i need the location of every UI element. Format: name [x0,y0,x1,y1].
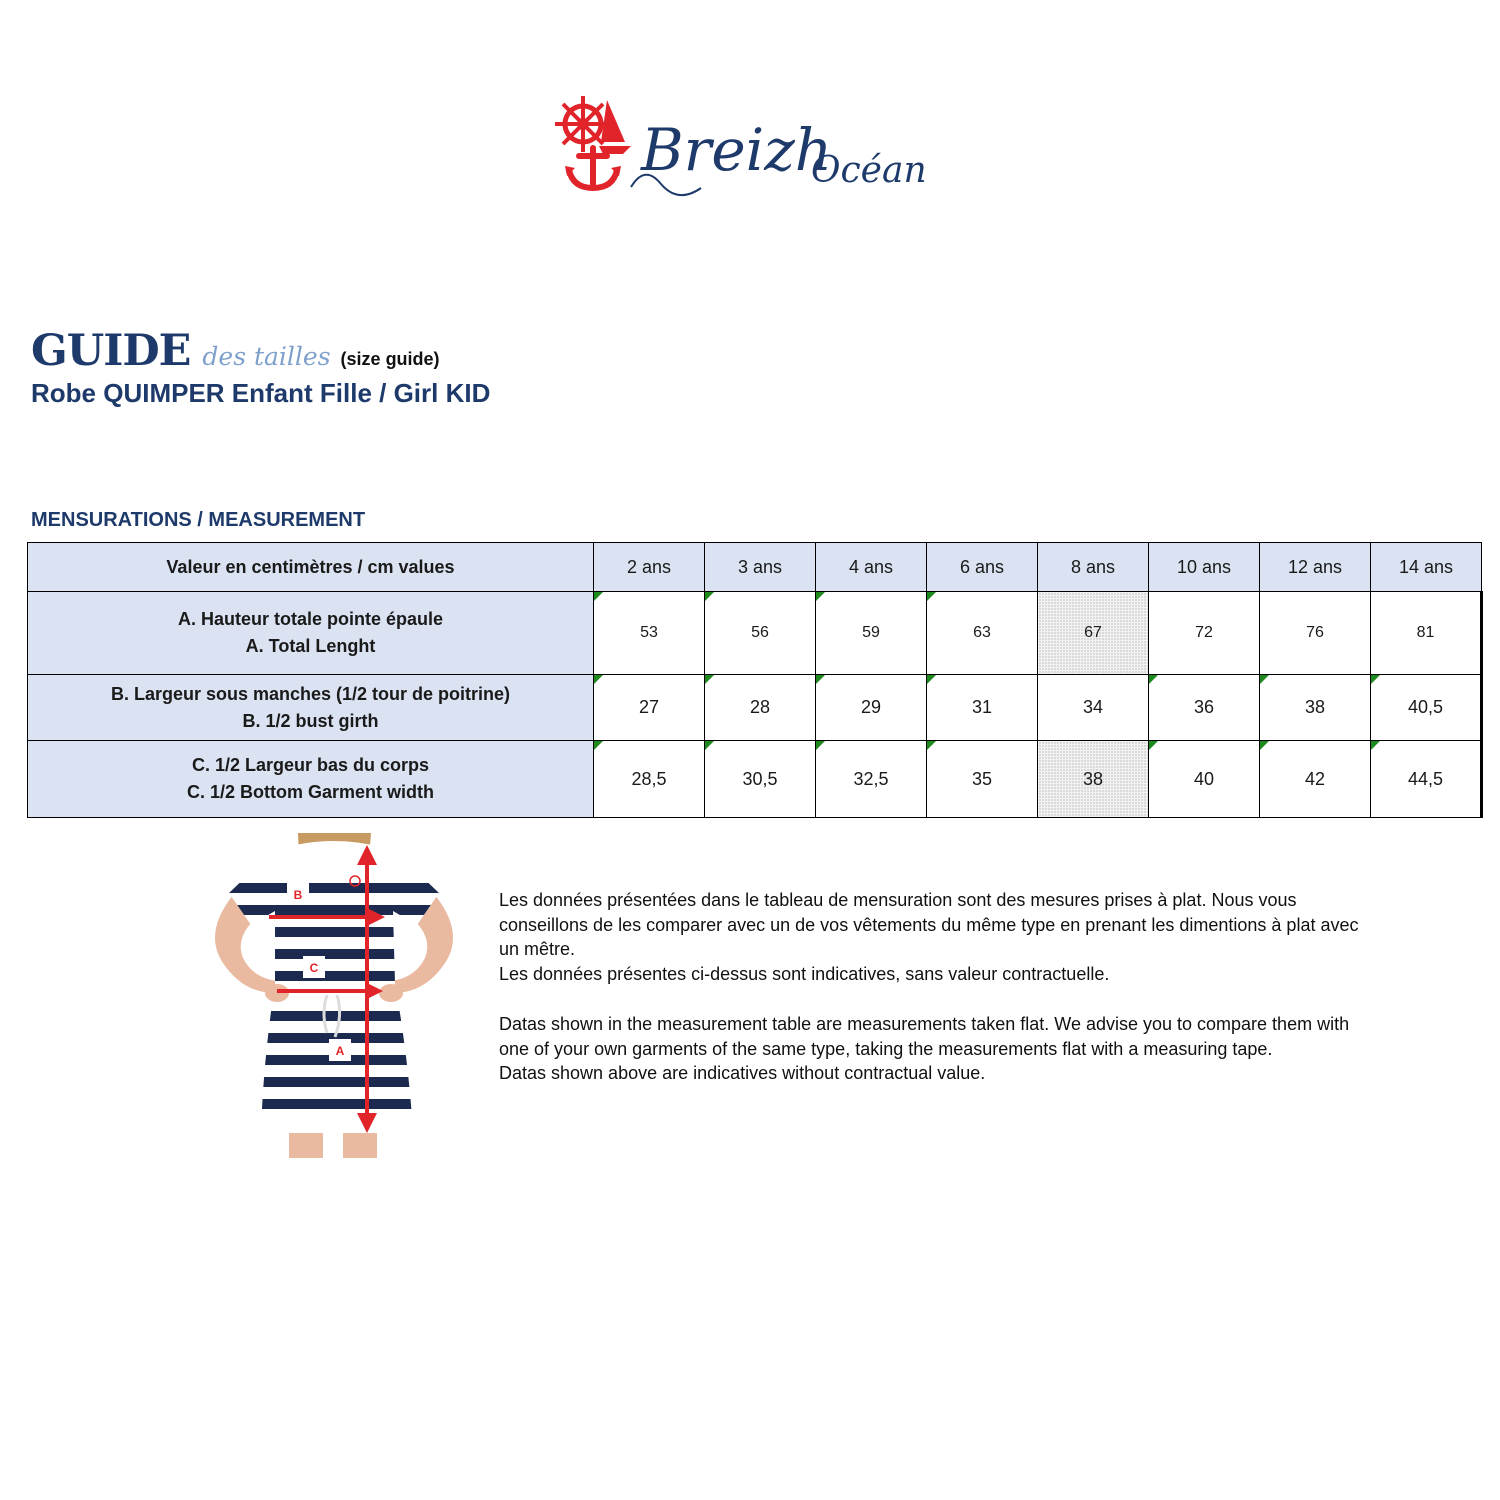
brand-logo-graphic [553,92,943,210]
brand-name-main: Breizh [641,116,833,184]
column-header: 10 ans [1149,543,1260,592]
table-cell: 31 [927,675,1038,741]
table-cell: 53 [594,592,705,675]
column-header: 12 ans [1260,543,1371,592]
label-a: A [335,1044,345,1058]
table-cell: 27 [594,675,705,741]
table-cell: 28,5 [594,741,705,818]
guide-script: des tailles [202,342,331,371]
table-row [28,675,1482,741]
column-header: 3 ans [705,543,816,592]
table-cell: 30,5 [705,741,816,818]
table-cell: 42 [1260,741,1371,818]
guide-subtitle: (size guide) [340,349,440,369]
row-label-fr: A. Hauteur totale pointe épaule [177,609,444,629]
table-cell: 81 [1371,592,1482,675]
right-hand [379,984,403,1002]
table-cell: 38 [1260,675,1371,741]
label-c: C [309,961,319,975]
note-fr-2: Les données présentes ci-dessus sont indicatives, sans valeur contractuelle. [499,963,1110,984]
row-label [28,592,594,675]
corner-header: Valeur en centimètres / cm values [28,543,594,592]
brand-logo [553,92,943,210]
table-cell: 36 [1149,675,1260,741]
label-b: B [293,888,303,902]
table-cell: 32,5 [816,741,927,818]
table-cell: 76 [1260,592,1371,675]
table-cell: 29 [816,675,927,741]
table-row [28,592,1482,675]
sailboat-icon [599,100,631,154]
row-label-en: B. 1/2 bust girth [242,710,379,731]
table-cell: 34 [1038,675,1149,741]
brand-name-sub: Océan [811,150,927,191]
note-fr-1: Les données présentées dans le tableau de mensuration sont des mesures prises à plat. Nous vous conseillons de les comparer avec un de vos vêtements du même type en prenant les dimentions à plat avec un mêtre. [499,890,1359,959]
notes-spacer [499,986,1379,1012]
column-header: 8 ans [1038,543,1149,592]
row-label-en: C. 1/2 Bottom Garment width [186,782,435,802]
measurement-notes [499,888,1379,1086]
table-cell: 56 [705,592,816,675]
column-header: 6 ans [927,543,1038,592]
table-cell: 63 [927,592,1038,675]
table-cell: 72 [1149,592,1260,675]
table-cell: 44,5 [1371,741,1482,818]
table-cell: 40 [1149,741,1260,818]
table-cell: 59 [816,592,927,675]
left-leg [289,1129,323,1158]
measurement-table [27,542,1483,818]
table-cell: 67 [1038,592,1149,675]
row-label-en: A. Total Lenght [245,636,376,656]
note-en-1: Datas shown in the measurement table are measurements taken flat. We advise you to compare them with one of your own garments of the same type, taking the measurements flat with a measuring tape. [499,1014,1350,1059]
row-label-fr: B. Largeur sous manches (1/2 tour de poitrine) [110,683,511,704]
section-title: MENSURATIONS / MEASUREMENT [31,509,366,531]
guide-heading [31,326,440,374]
measurement-diagram [203,833,465,1158]
table-row [28,741,1482,818]
right-leg [343,1129,377,1158]
guide-word: GUIDE [31,326,191,376]
table-header-row [28,543,1482,592]
product-title: Robe QUIMPER Enfant Fille / Girl KID [31,378,491,408]
row-label [28,675,594,741]
table-cell: 35 [927,741,1038,818]
row-label-fr: C. 1/2 Largeur bas du corps [191,755,430,775]
column-header: 4 ans [816,543,927,592]
child-dress-illustration [203,833,465,1158]
row-label [28,741,594,818]
ships-wheel-icon [555,96,611,152]
striped-dress [203,833,465,1158]
table-cell: 40,5 [1371,675,1482,741]
column-header: 14 ans [1371,543,1482,592]
table-cell: 28 [705,675,816,741]
table-cell: 38 [1038,741,1149,818]
note-en-2: Datas shown above are indicatives without contractual value. [499,1063,986,1083]
column-header: 2 ans [594,543,705,592]
